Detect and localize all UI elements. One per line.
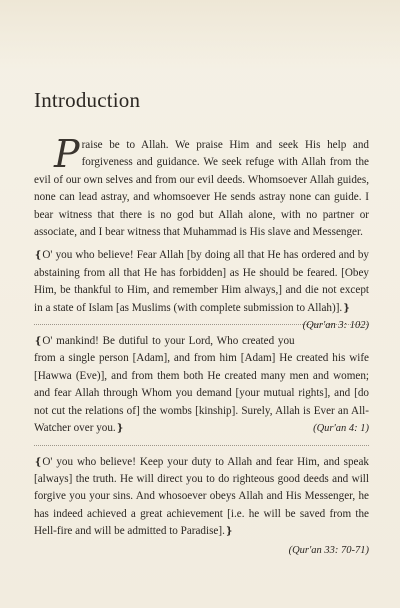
drop-cap: P: [54, 132, 80, 176]
intro-text: raise be to Allah. We praise Him and seek His help and forgiveness and guidance. We seek refuge with Allah from the evil of our own selves and from our evil deeds. Whomsoever Allah guides, none can lead astray, and whomsoever He sends astray none can guide. I bear witness that there is no god but Allah alone, with no partner or associate, and I bear witness that Muhammad is His slave and Messenger.: [34, 139, 369, 239]
verse-open-bracket: ❴: [34, 456, 43, 468]
verse-block-3: [34, 454, 369, 559]
verse-body: O' you who believe! Fear Allah [by doing all that He has ordered and by abstaining from all that He has forbidden] as He should be feared. [Obey Him, be thankful to Him, and remember Him always,] and die not except in a state of Islam [as Muslims (with complete submission to Allah)].: [34, 249, 369, 314]
verse-open-bracket: ❴: [34, 250, 43, 262]
verse-close-bracket: ❵: [342, 302, 351, 314]
verse-block-1: [34, 247, 369, 332]
verse-text-2: [34, 333, 369, 437]
verse-reference: (Qur'an 4: 1): [313, 423, 369, 435]
verse-close-bracket: ❵: [224, 526, 234, 538]
verse-block-2: [34, 333, 369, 437]
page-content: [34, 132, 369, 559]
intro-paragraph: [34, 132, 369, 241]
verse-reference: (Qur'an 3: 102): [302, 320, 369, 332]
page-top-band: [0, 0, 400, 72]
verse-body: O' mankind! Be dutiful to your Lord, Who created you from a single person [Adam], and from him [Adam] He created his wife [Hawwa (Eve)], and from them both He created many men and women; and fear Allah through Whom you demand [your mutual rights], and [do not cut the relations of] the wombs [kinship]. Surely, Allah is Ever an All-Watcher over you.: [34, 335, 369, 435]
verse-open-bracket: ❴: [34, 336, 43, 348]
verse-close-bracket: ❵: [115, 423, 125, 435]
verse-text-1: [34, 247, 369, 332]
verse-reference: (Qur'an 33: 70-71): [288, 544, 369, 556]
verse-text-3: [34, 454, 369, 541]
chapter-heading: Introduction: [34, 88, 141, 112]
section-divider: [34, 445, 369, 447]
verse-body: O' you who believe! Keep your duty to Allah and fear Him, and speak [always] the truth. He will direct you to do righteous good deeds and will forgive you your sins. And whosoever obeys Allah and His Messenger, he has indeed achieved a great achievement [i.e. he will be saved from the Hell-fire and will be admitted to Paradise].: [34, 455, 369, 538]
